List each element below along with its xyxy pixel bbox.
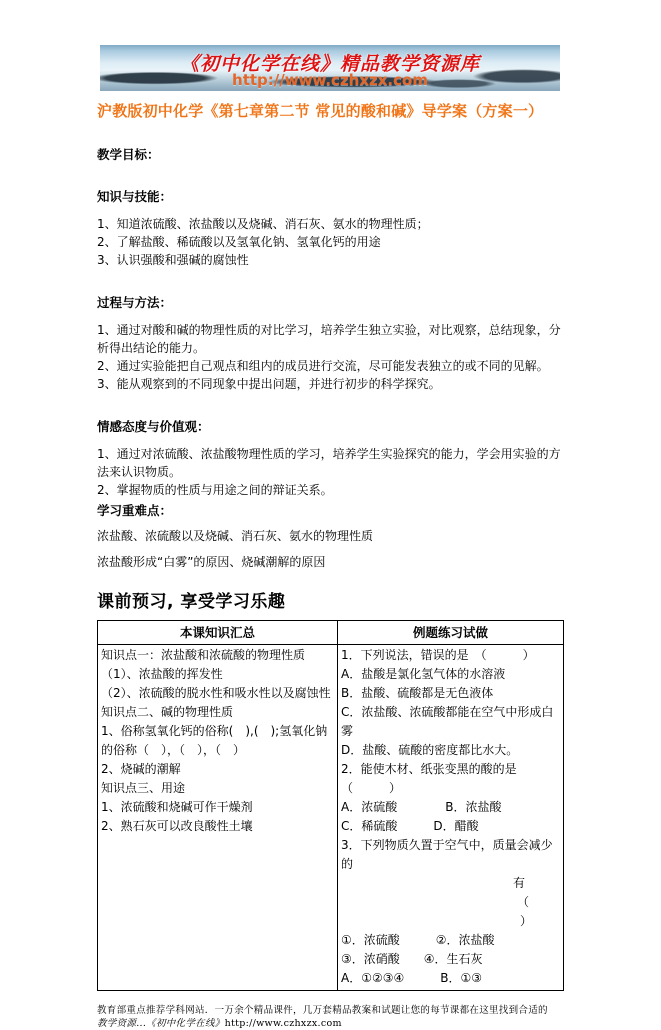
knowledge-line: 1、浓硫酸和烧碱可作干燥剂 <box>101 800 253 814</box>
section-heading-emotion: 情感态度与价值观： <box>97 419 210 434</box>
knowledge-summary-cell <box>98 645 338 991</box>
knowledge-line: （1）、浓盐酸的挥发性 <box>101 667 223 681</box>
preview-table <box>97 620 564 991</box>
banner-url-link[interactable]: http://www.czhxzx.com <box>232 71 428 89</box>
site-banner <box>100 45 560 91</box>
process-item: 2、通过实验能把自己观点和组内的成员进行交流，尽可能发表独立的或不同的见解。 <box>97 359 549 373</box>
knowledge-line: 知识点二、碱的物理性质 <box>101 705 234 719</box>
banner-brand-text: 《初中化学在线》精品教学资源库 <box>179 53 480 75</box>
section-heading-key-points: 学习重难点： <box>97 503 173 518</box>
exercise-line: （ <box>517 895 530 909</box>
exercise-line: D．盐酸、硫酸的密度都比水大。 <box>341 743 519 757</box>
emotion-item: 1、通过对浓硫酸、浓盐酸物理性质的学习，培养学生实验探究的能力，学会用实验的方法来认识物质。 <box>97 447 561 479</box>
emotion-item: 2、掌握物质的性质与用途之间的辩证关系。 <box>97 483 333 497</box>
exercise-line: C．浓盐酸、浓硫酸都能在空气中形成白雾 <box>341 705 554 738</box>
table-body-row <box>98 645 564 991</box>
exercise-line: C．稀硫酸 D．醋酸 <box>341 819 479 833</box>
exercise-line: 1．下列说法，错误的是 （ ） <box>341 648 535 662</box>
page-footer <box>97 1004 563 1030</box>
key-point-line: 浓盐酸、浓硫酸以及烧碱、消石灰、氨水的物理性质 <box>97 529 374 543</box>
footer-brand-text: 教学资源...《初中化学在线》 <box>97 1018 225 1029</box>
knowledge-item: 3、认识强酸和强碱的腐蚀性 <box>97 253 249 267</box>
knowledge-line: 知识点一：浓盐酸和浓硫酸的物理性质 <box>101 648 306 662</box>
exercise-line: ③．浓硝酸 ④．生石灰 <box>341 952 483 966</box>
document-title: 沪教版初中化学《第七章第二节 常见的酸和碱》导学案（方案一） <box>97 102 544 120</box>
exercise-line: 2．能使木材、纸张变黑的酸的是 <box>341 762 517 776</box>
footer-line-2 <box>97 1017 563 1030</box>
key-point-line: 浓盐酸形成“白雾”的原因、烧碱潮解的原因 <box>97 555 326 569</box>
knowledge-line: 2、熟石灰可以改良酸性土壤 <box>101 819 253 833</box>
knowledge-item: 2、了解盐酸、稀硫酸以及氢氧化钠、氢氧化钙的用途 <box>97 235 381 249</box>
table-header-row <box>98 621 564 645</box>
section-heading-goals: 教学目标： <box>97 147 160 162</box>
document-page <box>97 0 563 1029</box>
exercise-line: ） <box>520 914 533 928</box>
process-item: 1、通过对酸和碱的物理性质的对比学习，培养学生独立实验，对比观察，总结现象，分析得出结论的能力。 <box>97 323 561 355</box>
table-header-knowledge: 本课知识汇总 <box>98 621 338 645</box>
exercise-line: ①．浓硫酸 ②．浓盐酸 <box>341 933 495 947</box>
knowledge-line: 2、烧碱的潮解 <box>101 762 181 776</box>
knowledge-line: 1、俗称氢氧化钙的俗称( ),( );氢氧化钠的俗称（ ），（ ），（ ） <box>101 724 328 757</box>
footer-line-1: 教育部重点推荐学科网站．一万余个精品课件，几万套精品教案和试题让您的每节课都在这里找到合适的 <box>97 1005 548 1016</box>
exercise-line: B．盐酸、硫酸都是无色液体 <box>341 686 494 700</box>
footer-url-link[interactable]: http://www.czhxzx.com <box>224 1018 342 1029</box>
knowledge-item: 1、知道浓硫酸、浓盐酸以及烧碱、消石灰、氨水的物理性质； <box>97 217 429 231</box>
knowledge-line: 知识点三、用途 <box>101 781 186 795</box>
exercise-line: 3．下列物质久置于空气中，质量会减少的 <box>341 838 553 871</box>
exercise-line: （ ） <box>341 781 402 795</box>
exercise-line: A．浓硫酸 B．浓盐酸 <box>341 800 502 814</box>
table-header-exercises: 例题练习试做 <box>338 621 564 645</box>
preview-section-heading: 课前预习, 享受学习乐趣 <box>97 592 286 612</box>
knowledge-line: （2）、浓硫酸的脱水性和吸水性以及腐蚀性 <box>101 686 331 700</box>
exercise-line: 有 <box>513 876 526 890</box>
process-item: 3、能从观察到的不同现象中提出问题，并进行初步的科学探究。 <box>97 377 441 391</box>
exercise-cell <box>338 645 564 991</box>
exercise-line: A．盐酸是氯化氢气体的水溶液 <box>341 667 506 681</box>
section-heading-process: 过程与方法： <box>97 295 173 310</box>
section-heading-knowledge: 知识与技能： <box>97 189 173 204</box>
exercise-line: A．①②③④ B．①③ <box>341 971 482 985</box>
